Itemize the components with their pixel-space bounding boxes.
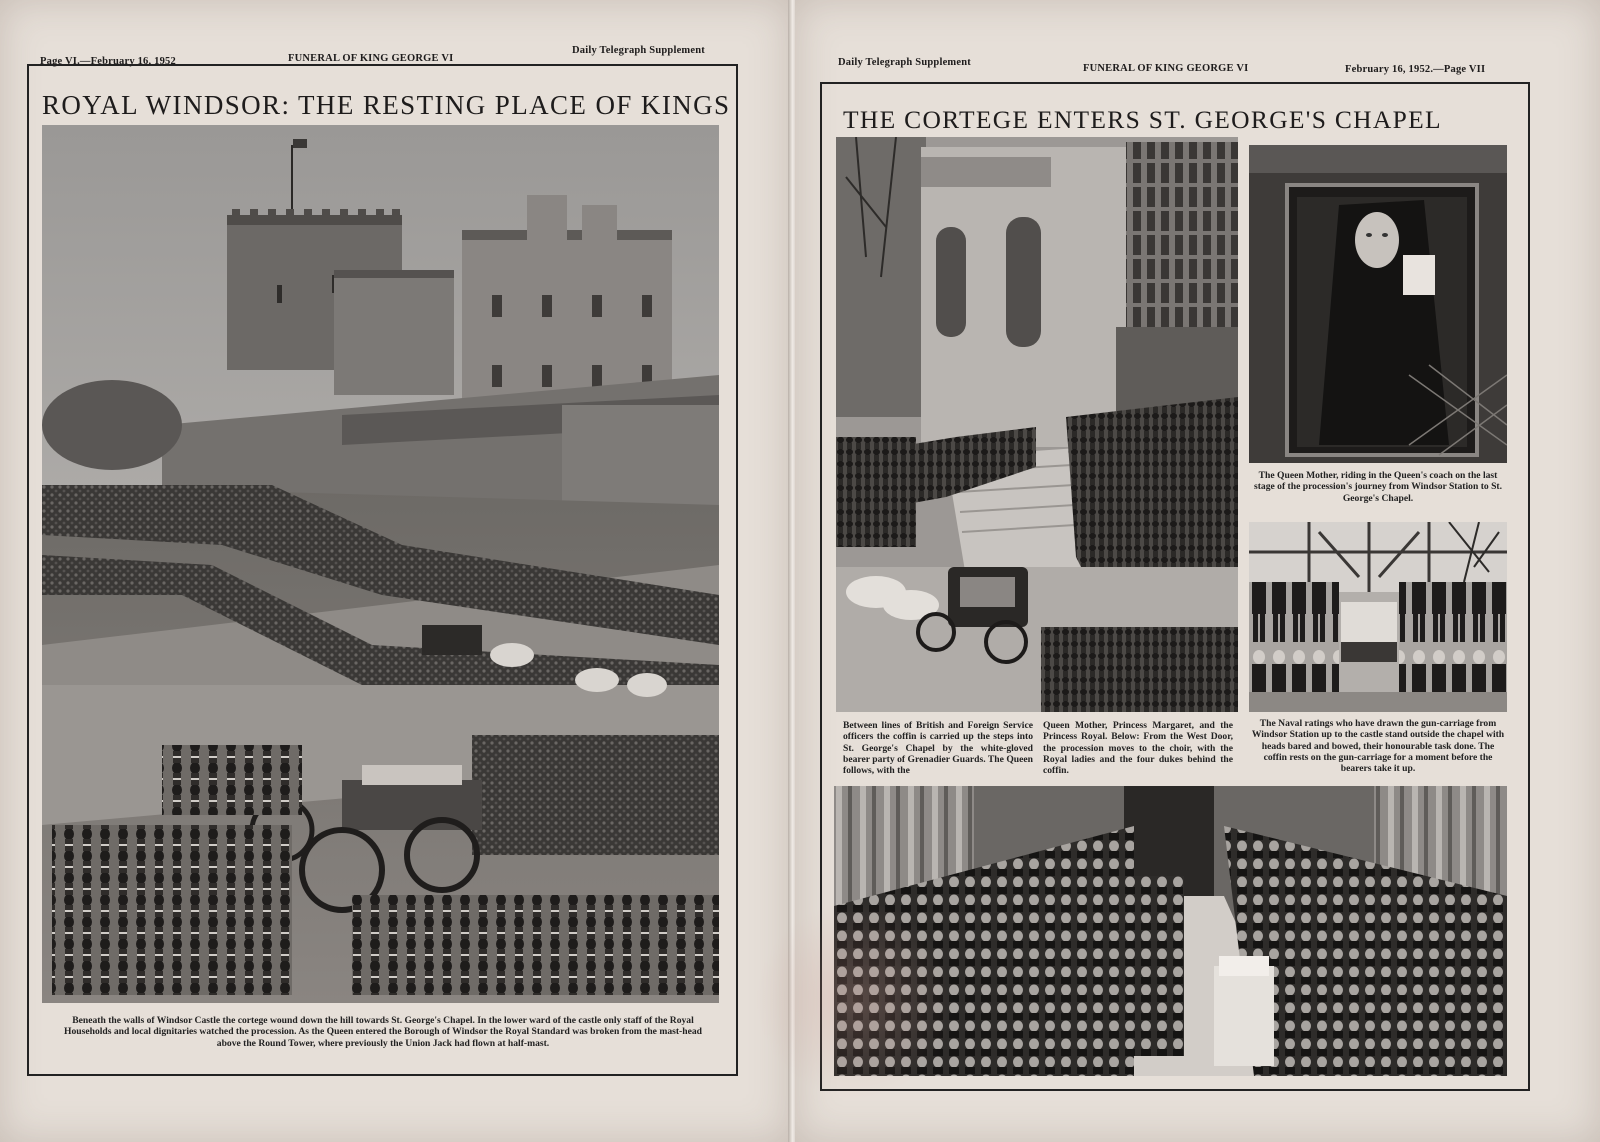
right-running-head-page: February 16, 1952.—Page VII (1345, 64, 1486, 75)
naval-caption: The Naval ratings who have drawn the gun-carriage from Windsor Station up to the castle stand outside the chapel with heads bared and bowed, their honourable task done. The coffin rests on the gun-carriage for a moment before the bearers take it up. (1251, 718, 1505, 775)
queen-mother-caption: The Queen Mother, riding in the Queen's coach on the last stage of the procession's journey from Windsor Station to St. George's Chapel. (1253, 470, 1503, 504)
left-headline: ROYAL WINDSOR: THE RESTING PLACE OF KINGS (42, 90, 731, 120)
right-running-head-title: FUNERAL OF KING GEORGE VI (1083, 63, 1249, 74)
right-running-head-paper: Daily Telegraph Supplement (838, 57, 971, 68)
queen-mother-illustration (1249, 145, 1507, 463)
left-running-head-page: Page VI.—February 16, 1952 (40, 56, 176, 67)
naval-ratings-photo (1249, 522, 1507, 712)
left-caption: Beneath the walls of Windsor Castle the cortege wound down the hill towards St. George's Chapel. In the lower ward of the castle only staff of the Royal Households and local dignitaries watched the procession. As the Queen entered the Borough of Windsor the Royal Standard was broken from the mast-head above the Round Tower, where previously the Union Jack had flown at half-mast. (64, 1015, 702, 1049)
right-headline: THE CORTEGE ENTERS ST. GEORGE'S CHAPEL (843, 105, 1442, 134)
windsor-castle-illustration (42, 125, 719, 1003)
chapel-interior-photo (834, 786, 1507, 1076)
left-running-head-title: FUNERAL OF KING GEORGE VI (288, 53, 454, 64)
right-page (795, 0, 1600, 1142)
chapel-steps-caption-col1: Between lines of British and Foreign Service officers the coffin is carried up the steps into St. George's Chapel by the white-gloved bearer party of Grenadier Guards. The Queen follows, with the (843, 720, 1033, 777)
queen-mother-photo (1249, 145, 1507, 463)
chapel-steps-illustration (836, 137, 1238, 712)
naval-ratings-illustration (1249, 522, 1507, 712)
left-page (0, 0, 790, 1142)
windsor-castle-photo (42, 125, 719, 1003)
left-running-head-paper: Daily Telegraph Supplement (572, 45, 705, 56)
chapel-interior-illustration (834, 786, 1507, 1076)
chapel-steps-photo (836, 137, 1238, 712)
chapel-steps-caption-col2: Queen Mother, Princess Margaret, and the Princess Royal. Below: From the West Door, the procession moves to the choir, with the Royal ladies and the four dukes behind the coffin. (1043, 720, 1233, 777)
